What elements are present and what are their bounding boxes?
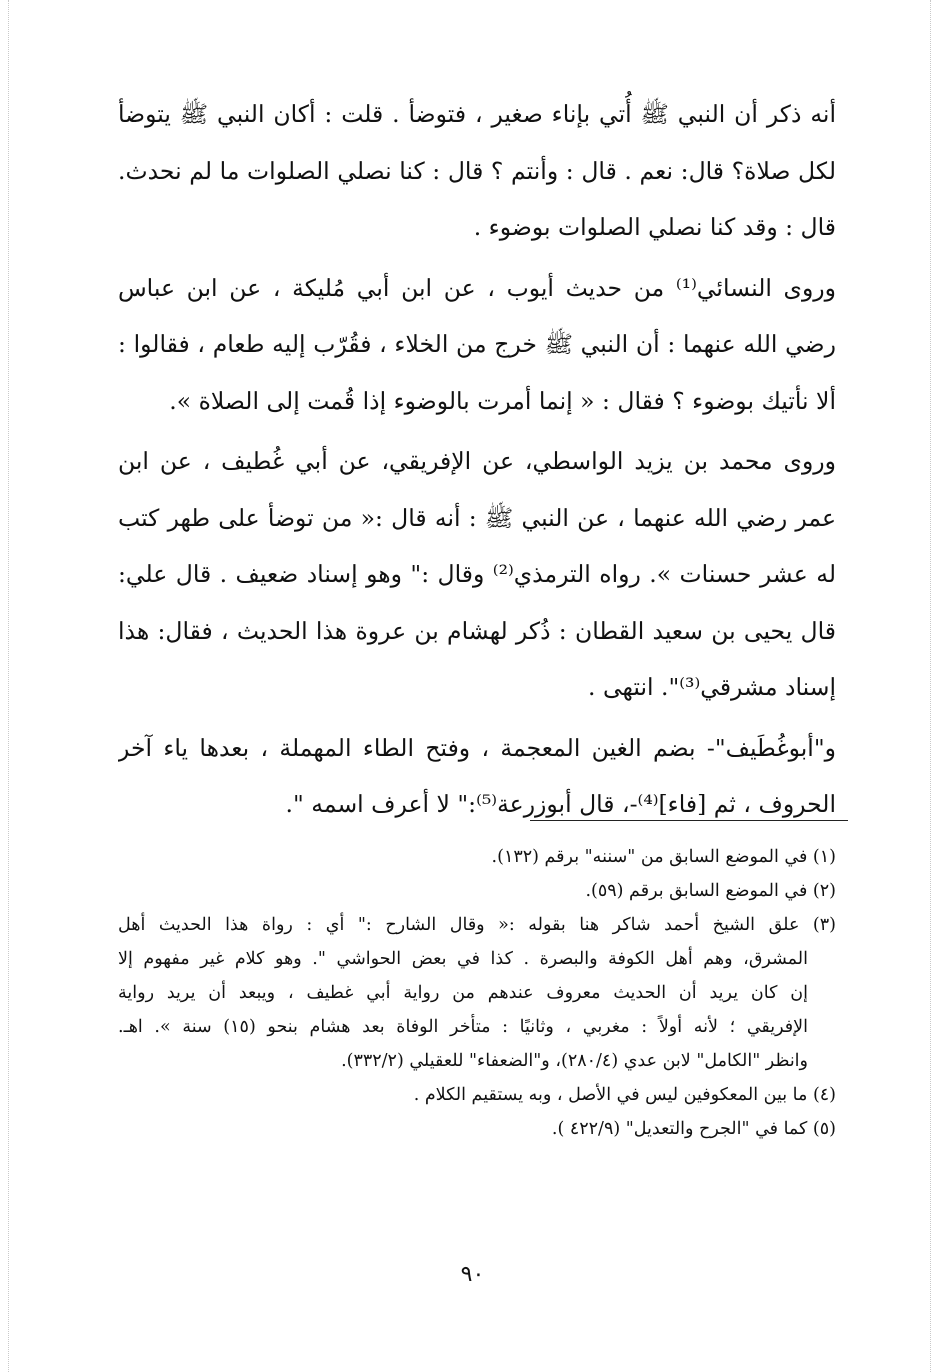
footnote-line: المشرق، وهم أهل الكوفة والبصرة . كذا في بعض الحواشي ". وهو كلام غير مفهوم إلا (118, 949, 808, 969)
footnote (118, 1112, 836, 1146)
text-line: له عشر حسنات ». رواه الترمذي⁽²⁾ وقال :" وهو إسناد ضعيف . قال علي: (118, 560, 836, 588)
footnote-line: (٣) علق الشيخ أحمد شاكر هنا بقوله :« وقال الشارح :" أي : رواة هذا الحديث أهل (118, 915, 836, 935)
paragraph (118, 720, 836, 833)
text-line: و"أبوغُطَيف"- بضم الغين المعجمة ، وفتح الطاء المهملة ، بعدها ياء آخر (118, 733, 836, 762)
text-line: لكل صلاة؟ قال: نعم . قال : وأنتم ؟ قال : كنا نصلي الصلوات ما لم نحدث. (118, 156, 836, 185)
text-line: أنه ذكر أن النبي ﷺ أُتي بإناء صغير ، فتوضأ . قلت : أكان النبي ﷺ يتوضأ (118, 100, 836, 128)
footnote-separator (530, 820, 848, 821)
text-line: وروى محمد بن يزيد الواسطي، عن الإفريقي، عن أبي غُطيف ، عن ابن (118, 447, 836, 475)
right-scan-edge (930, 0, 931, 1372)
text-line: عمر رضي الله عنهما ، عن النبي ﷺ : أنه قال :« من توضأ على طهر كتب (118, 503, 836, 532)
main-text (118, 86, 836, 833)
footnote (118, 874, 836, 908)
left-scan-edge (8, 0, 9, 1372)
footnote-line: (٤) ما بين المعكوفين ليس في الأصل ، وبه يستقيم الكلام . (413, 1085, 836, 1105)
footnote-line: (٥) كما في "الجرح والتعديل" (٤٢٢/٩ ). (551, 1119, 836, 1139)
paragraph (118, 260, 836, 430)
text-line: ألا نأتيك بوضوء ؟ فقال : « إنما أمرت بالوضوء إذا قُمت إلى الصلاة ». (169, 386, 836, 415)
paragraph (118, 86, 836, 256)
footnotes (118, 840, 836, 1146)
footnote-line: الإفريقي ؛ لأنه أولاً : مغربي ، وثانيًا : متأخر الوفاة بعد هشام بنحو (١٥) سنة ». اهـ. (118, 1017, 808, 1037)
footnote-line: وانظر "الكامل" لابن عدي (٢٨٠/٤)، و"الضعفاء" للعقيلي (٣٣٢/٢). (341, 1051, 808, 1071)
footnote (118, 840, 836, 874)
footnote-line: (١) في الموضع السابق من "سننه" برقم (١٣٢). (491, 847, 836, 867)
page-number: ٩٠ (460, 1262, 485, 1287)
text-line: قال : وقد كنا نصلي الصلوات بوضوء . (473, 213, 836, 241)
footnote (118, 1078, 836, 1112)
paragraph (118, 433, 836, 716)
footnote-line: إن كان يريد أن الحديث معروف عندهم من رواية أبي غطيف ، ويبعد أن يريد رواية (118, 983, 808, 1003)
text-line: قال يحيى بن سعيد القطان : ذُكر لهشام بن عروة هذا الحديث ، فقال: هذا (118, 616, 836, 645)
text-line: وروى النسائي⁽¹⁾ من حديث أيوب ، عن ابن أبي مُليكة ، عن ابن عباس (118, 273, 836, 302)
footnote (118, 908, 836, 1078)
text-line: الحروف ، ثم [فاء]⁽⁴⁾-، قال أبوزرعة⁽⁵⁾:" لا أعرف اسمه ". (285, 790, 836, 818)
footnote-line: (٢) في الموضع السابق برقم (٥٩). (585, 881, 836, 901)
text-line: رضي الله عنهما : أن النبي ﷺ خرج من الخلاء ، فقُرّب إليه طعام ، فقالوا : (118, 330, 836, 358)
text-line: إسناد مشرقي⁽³⁾". انتهى . (588, 673, 836, 701)
